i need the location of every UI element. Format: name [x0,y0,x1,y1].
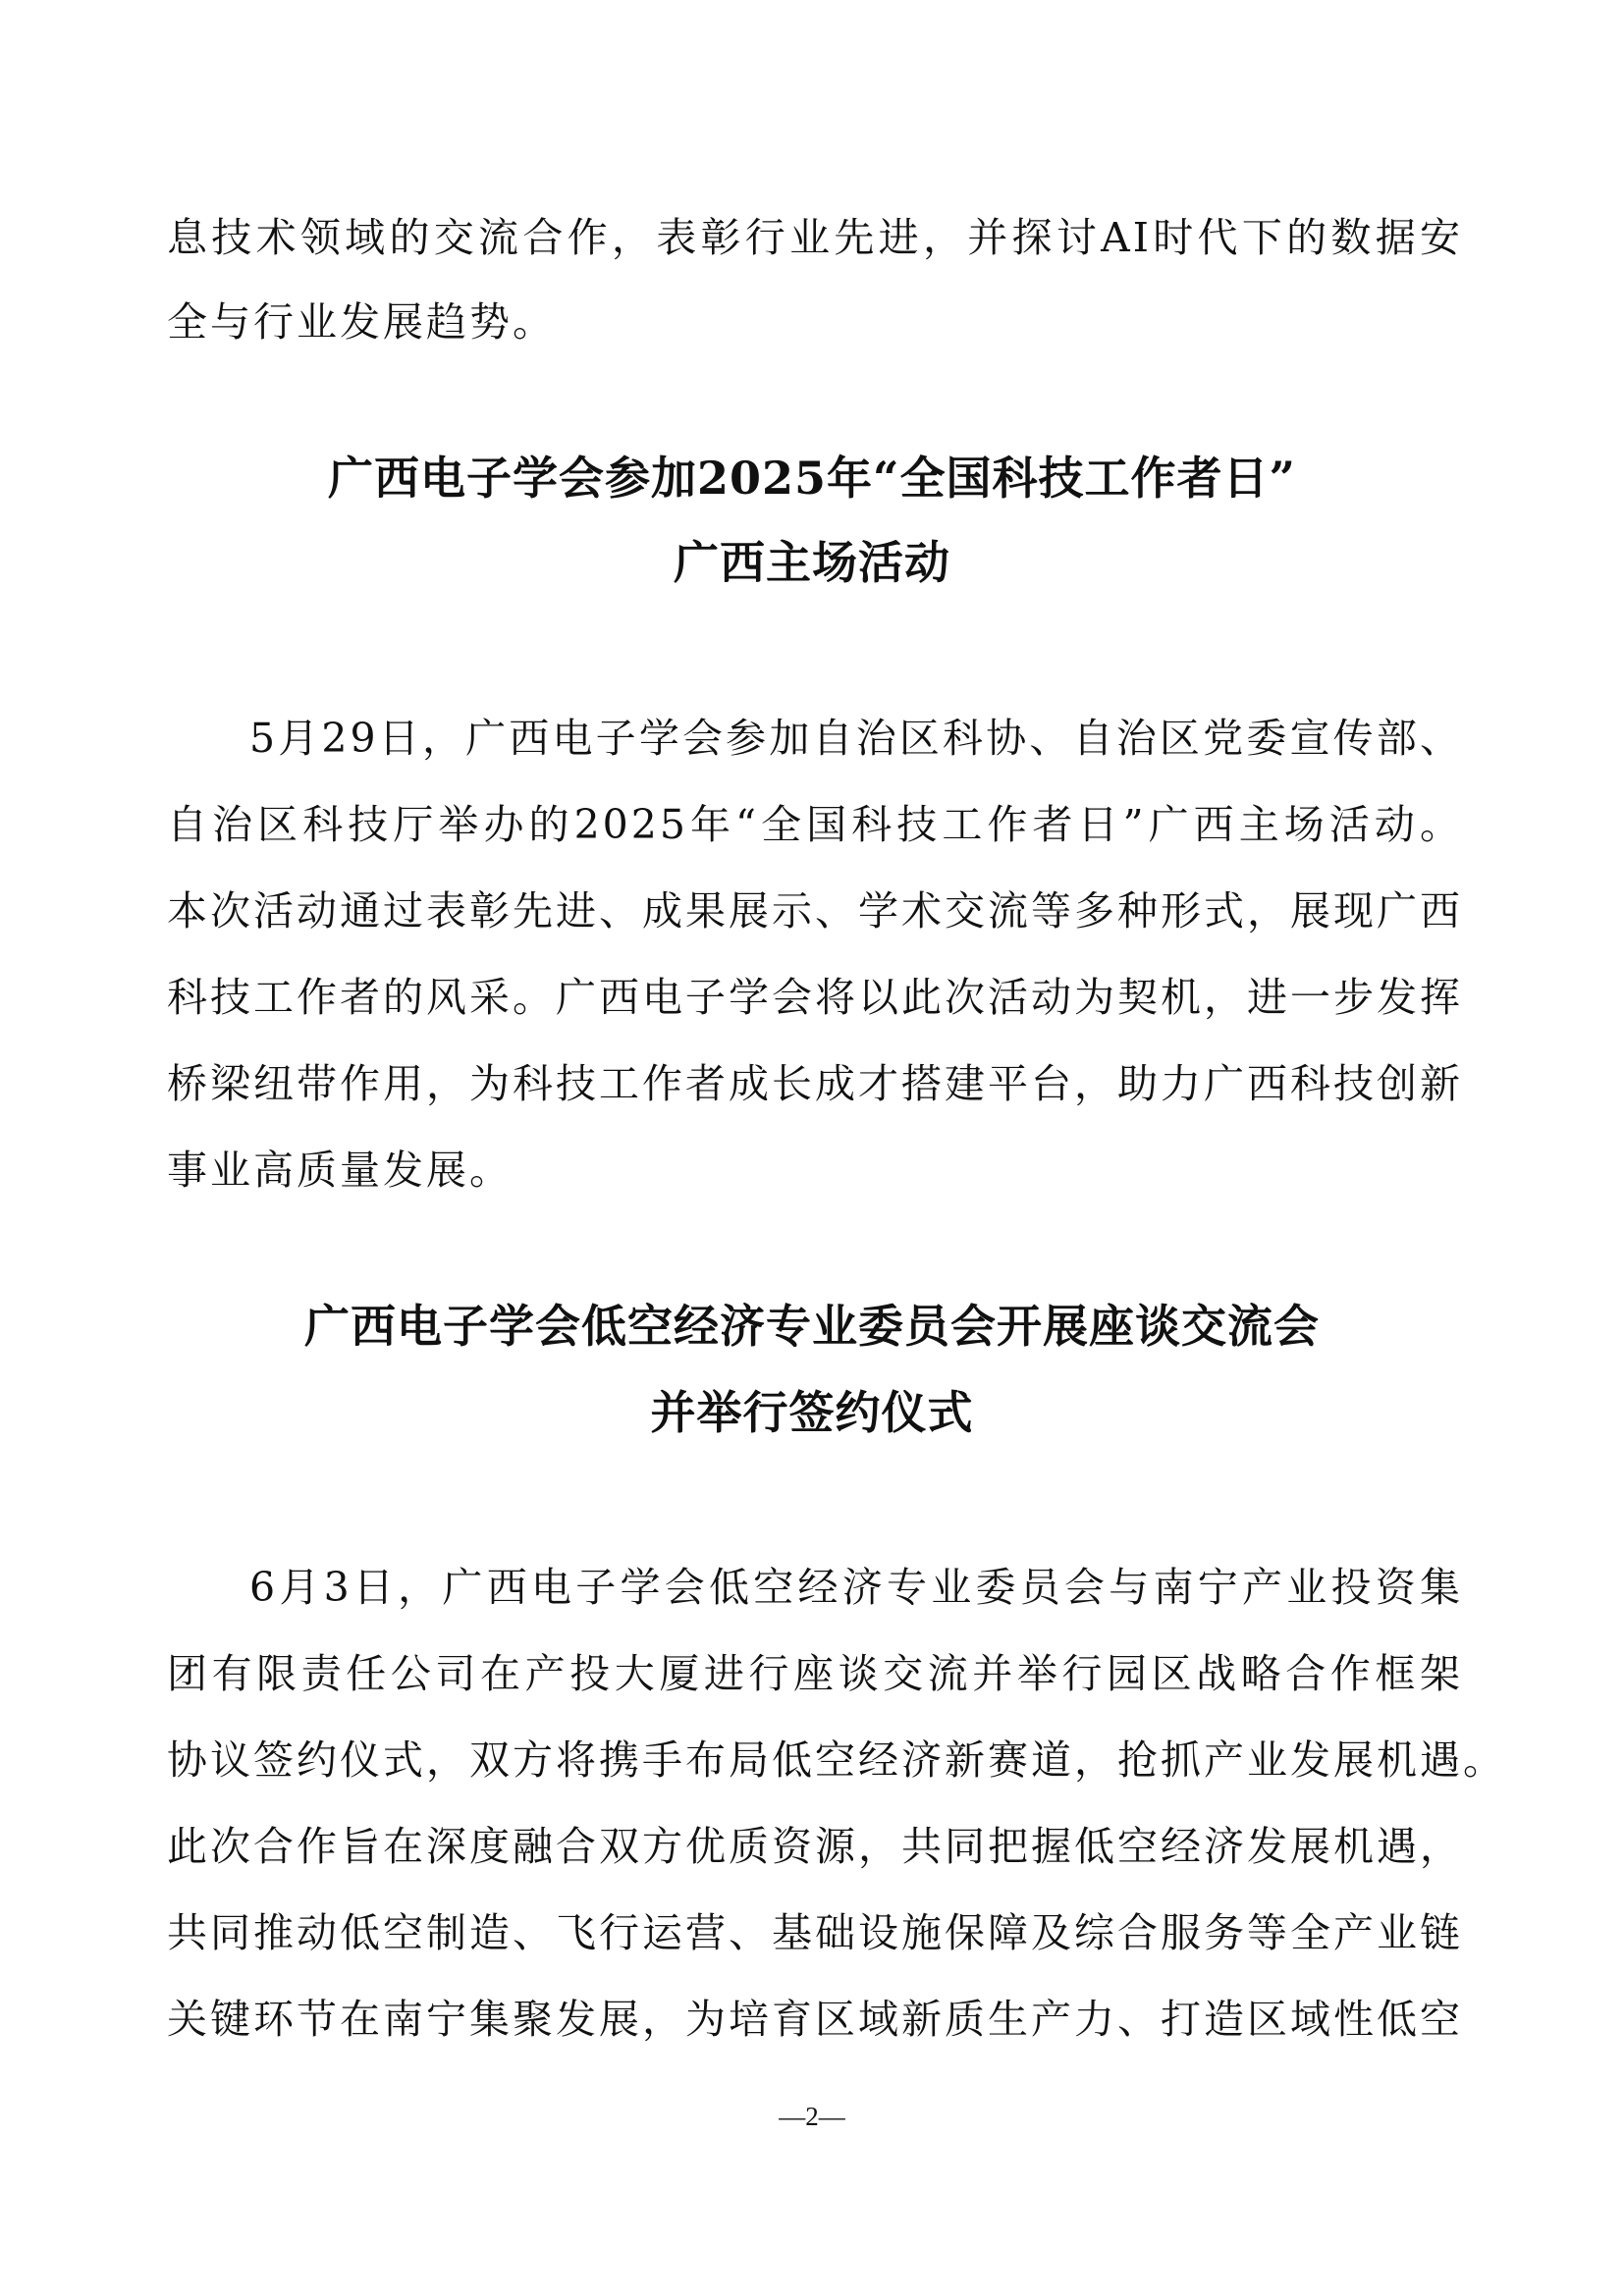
section2-line-6: 关键环节在南宁集聚发展，为培育区域新质生产力、打造区域性低空 [167,1996,1463,2043]
section2-line-5: 共同推动低空制造、飞行运营、基础设施保障及综合服务等全产业链 [167,1909,1463,1956]
intro-line-1: 息技术领域的交流合作，表彰行业先进，并探讨AI时代下的数据安 [167,214,1463,261]
section2-line-2: 团有限责任公司在产投大厦进行座谈交流并举行园区战略合作框架 [167,1650,1463,1697]
section2-line-1: 6月3日，广西电子学会低空经济专业委员会与南宁产业投资集 [249,1564,1463,1611]
section1-line-4: 科技工作者的风采。广西电子学会将以此次活动为契机，进一步发挥 [167,974,1463,1021]
section2-line-3: 协议签约仪式，双方将携手布局低空经济新赛道，抢抓产业发展机遇。 [167,1736,1506,1784]
section1-title-line-2: 广西主场活动 [674,536,950,589]
section1-line-5: 桥梁纽带作用，为科技工作者成长成才搭建平台，助力广西科技创新 [167,1060,1463,1107]
section2-title-line-1: 广西电子学会低空经济专业委员会开展座谈交流会 [304,1300,1320,1353]
section1-line-3: 本次活动通过表彰先进、成果展示、学术交流等多种形式，展现广西 [167,887,1463,934]
section2-line-4: 此次合作旨在深度融合双方优质资源，共同把握低空经济发展机遇， [167,1823,1463,1870]
section2-title-line-2: 并举行签约仪式 [650,1386,974,1439]
intro-line-2: 全与行业发展趋势。 [167,298,556,346]
section1-line-2: 自治区科技厅举办的2025年“全国科技工作者日”广西主场活动。 [167,801,1463,848]
page-number: —2— [779,2102,845,2131]
section1-title-line-1: 广西电子学会参加2025年“全国科技工作者日” [328,452,1296,505]
section1-line-1: 5月29日，广西电子学会参加自治区科协、自治区党委宣传部、 [249,715,1463,762]
section1-line-6: 事业高质量发展。 [167,1147,513,1194]
